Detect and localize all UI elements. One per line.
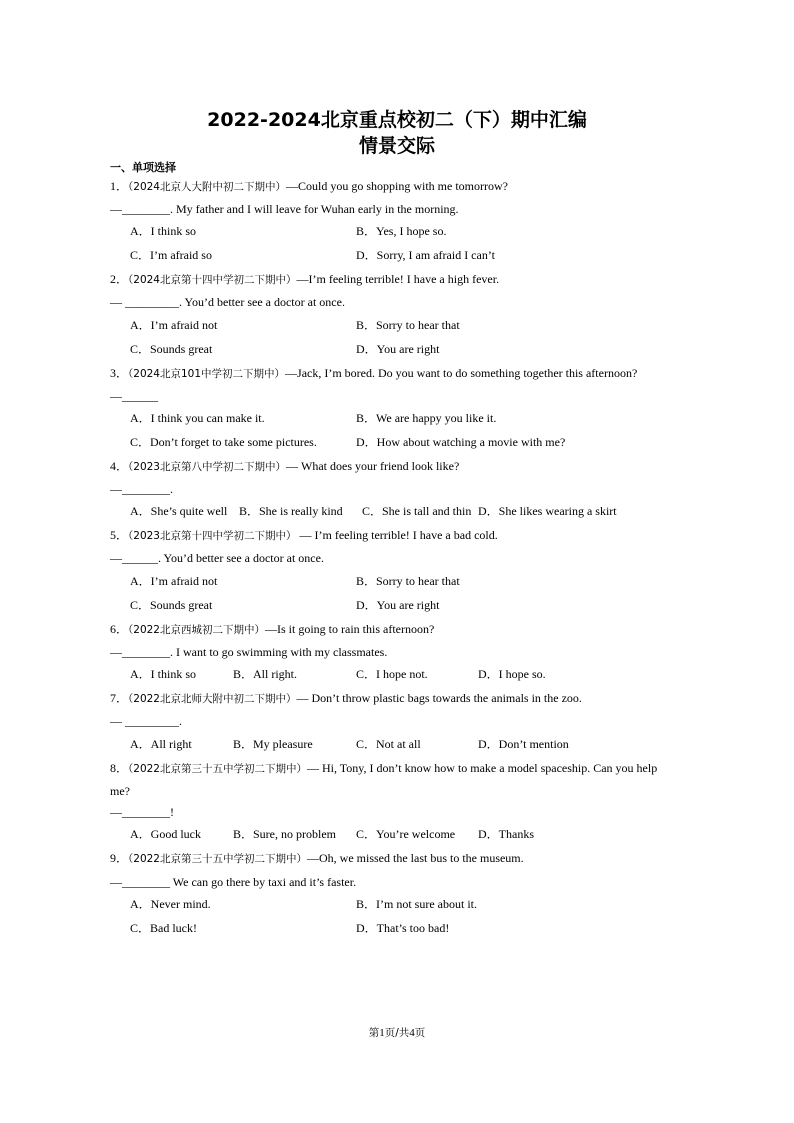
question-5-option-c[interactable]: C．Sounds great xyxy=(130,598,213,612)
question-source: （2023北京第十四中学初二下期中） xyxy=(128,530,297,542)
question-source: （2022北京北师大附中初二下期中） xyxy=(128,693,297,705)
question-4-reply: —________. xyxy=(110,482,173,496)
question-1-option-d[interactable]: D．Sorry, I am afraid I can’t xyxy=(356,248,495,262)
question-9-reply: —________ We can go there by taxi and it’s faster. xyxy=(110,875,357,889)
question-text: —Oh, we missed the last bus to the museum. xyxy=(307,851,524,865)
question-source: （2024北京人大附中初二下期中） xyxy=(128,181,286,193)
question-1-stem xyxy=(110,178,508,195)
question-8-option-b[interactable]: B．Sure, no problem xyxy=(233,827,336,841)
question-6-stem xyxy=(110,621,434,638)
question-1-option-c[interactable]: C．I’m afraid so xyxy=(130,248,212,262)
question-number: 6． xyxy=(110,622,129,636)
question-text: — I’m feeling terrible! I have a bad cold. xyxy=(296,528,498,542)
page-footer xyxy=(0,1026,794,1040)
question-5-option-d[interactable]: D．You are right xyxy=(356,598,440,612)
question-source: （2024北京第十四中学初二下期中） xyxy=(128,274,297,286)
question-source: （2022北京第三十五中学初二下期中） xyxy=(128,853,307,865)
question-text: —Jack, I’m bored. Do you want to do something together this afternoon? xyxy=(285,366,638,380)
question-2-option-a[interactable]: A．I’m afraid not xyxy=(130,318,218,332)
question-7-stem xyxy=(110,690,582,707)
question-number: 5． xyxy=(110,528,129,542)
question-1-reply: —________. My father and I will leave for Wuhan early in the morning. xyxy=(110,202,459,216)
question-text: —Is it going to rain this afternoon? xyxy=(265,622,435,636)
question-3-option-c[interactable]: C．Don’t forget to take some pictures. xyxy=(130,435,317,449)
question-6-option-d[interactable]: D．I hope so. xyxy=(478,667,546,681)
question-number: 3． xyxy=(110,366,129,380)
question-8-option-d[interactable]: D．Thanks xyxy=(478,827,534,841)
question-4-option-b[interactable]: B．She is really kind xyxy=(239,504,343,518)
question-7-option-b[interactable]: B．My pleasure xyxy=(233,737,313,751)
question-text: —Could you go shopping with me tomorrow? xyxy=(286,179,508,193)
question-2-reply: — _________. You’d better see a doctor at once. xyxy=(110,295,345,309)
question-source: （2023北京第八中学初二下期中） xyxy=(128,461,286,473)
question-number: 9． xyxy=(110,851,129,865)
question-9-option-b[interactable]: B．I’m not sure about it. xyxy=(356,897,477,911)
question-1-option-b[interactable]: B．Yes, I hope so. xyxy=(356,224,447,238)
question-9-option-c[interactable]: C．Bad luck! xyxy=(130,921,197,935)
question-3-reply: —______ xyxy=(110,389,158,403)
question-5-option-a[interactable]: A．I’m afraid not xyxy=(130,574,218,588)
question-4-option-a[interactable]: A．She’s quite well xyxy=(130,504,228,518)
question-7-option-d[interactable]: D．Don’t mention xyxy=(478,737,569,751)
question-8-stem xyxy=(110,760,657,777)
question-source: （2024北京101中学初二下期中） xyxy=(128,368,286,380)
section-label: 一、单项选择 xyxy=(110,161,176,174)
question-9-stem xyxy=(110,850,524,867)
question-6-reply: —________. I want to go swimming with my classmates. xyxy=(110,645,388,659)
question-1-option-a[interactable]: A．I think so xyxy=(130,224,197,238)
question-2-option-c[interactable]: C．Sounds great xyxy=(130,342,213,356)
question-7-option-c[interactable]: C．Not at all xyxy=(356,737,421,751)
footer-prefix: 第 xyxy=(368,1027,380,1039)
question-2-option-b[interactable]: B．Sorry to hear that xyxy=(356,318,460,332)
footer-middle: 页/共 xyxy=(384,1027,410,1039)
question-6-option-c[interactable]: C．I hope not. xyxy=(356,667,428,681)
question-8-option-c[interactable]: C．You’re welcome xyxy=(356,827,456,841)
question-9-option-d[interactable]: D．That’s too bad! xyxy=(356,921,450,935)
question-4-stem xyxy=(110,458,459,475)
question-3-option-b[interactable]: B．We are happy you like it. xyxy=(356,411,497,425)
question-text: — Don’t throw plastic bags towards the animals in the zoo. xyxy=(296,691,582,705)
question-text: —I’m feeling terrible! I have a high fever. xyxy=(296,272,500,286)
question-text: — What does your friend look like? xyxy=(286,459,460,473)
question-3-option-d[interactable]: D．How about watching a movie with me? xyxy=(356,435,566,449)
question-2-option-d[interactable]: D．You are right xyxy=(356,342,440,356)
question-text: — Hi, Tony, I don’t know how to make a model spaceship. Can you help xyxy=(307,761,658,775)
question-4-option-c[interactable]: C．She is tall and thin xyxy=(362,504,472,518)
question-number: 8． xyxy=(110,761,129,775)
question-source: （2022北京第三十五中学初二下期中） xyxy=(128,763,307,775)
question-source: （2022北京西城初二下期中） xyxy=(128,624,265,636)
question-number: 2． xyxy=(110,272,129,286)
question-3-option-a[interactable]: A．I think you can make it. xyxy=(130,411,265,425)
question-4-option-d[interactable]: D．She likes wearing a skirt xyxy=(478,504,617,518)
question-6-option-a[interactable]: A．I think so xyxy=(130,667,197,681)
question-7-option-a[interactable]: A．All right xyxy=(130,737,192,751)
page-subtitle: 情景交际 xyxy=(358,135,435,157)
page-total: 4 xyxy=(409,1027,415,1039)
question-number: 4． xyxy=(110,459,129,473)
question-9-option-a[interactable]: A．Never mind. xyxy=(130,897,211,911)
question-6-option-b[interactable]: B．All right. xyxy=(233,667,298,681)
page-title: 2022-2024北京重点校初二（下）期中汇编 xyxy=(207,109,587,131)
question-5-option-b[interactable]: B．Sorry to hear that xyxy=(356,574,460,588)
question-8-stem-continued: me? xyxy=(110,784,130,798)
question-5-reply: —______. You’d better see a doctor at once. xyxy=(110,551,324,565)
page-number: 1 xyxy=(379,1027,385,1039)
question-7-reply: — _________. xyxy=(110,714,182,728)
question-number: 1． xyxy=(110,179,129,193)
question-5-stem xyxy=(110,527,498,544)
question-8-reply: —________! xyxy=(110,805,174,819)
question-2-stem xyxy=(110,271,499,288)
question-3-stem xyxy=(110,365,637,382)
question-number: 7． xyxy=(110,691,129,705)
footer-suffix: 页 xyxy=(414,1027,426,1039)
question-8-option-a[interactable]: A．Good luck xyxy=(130,827,201,841)
